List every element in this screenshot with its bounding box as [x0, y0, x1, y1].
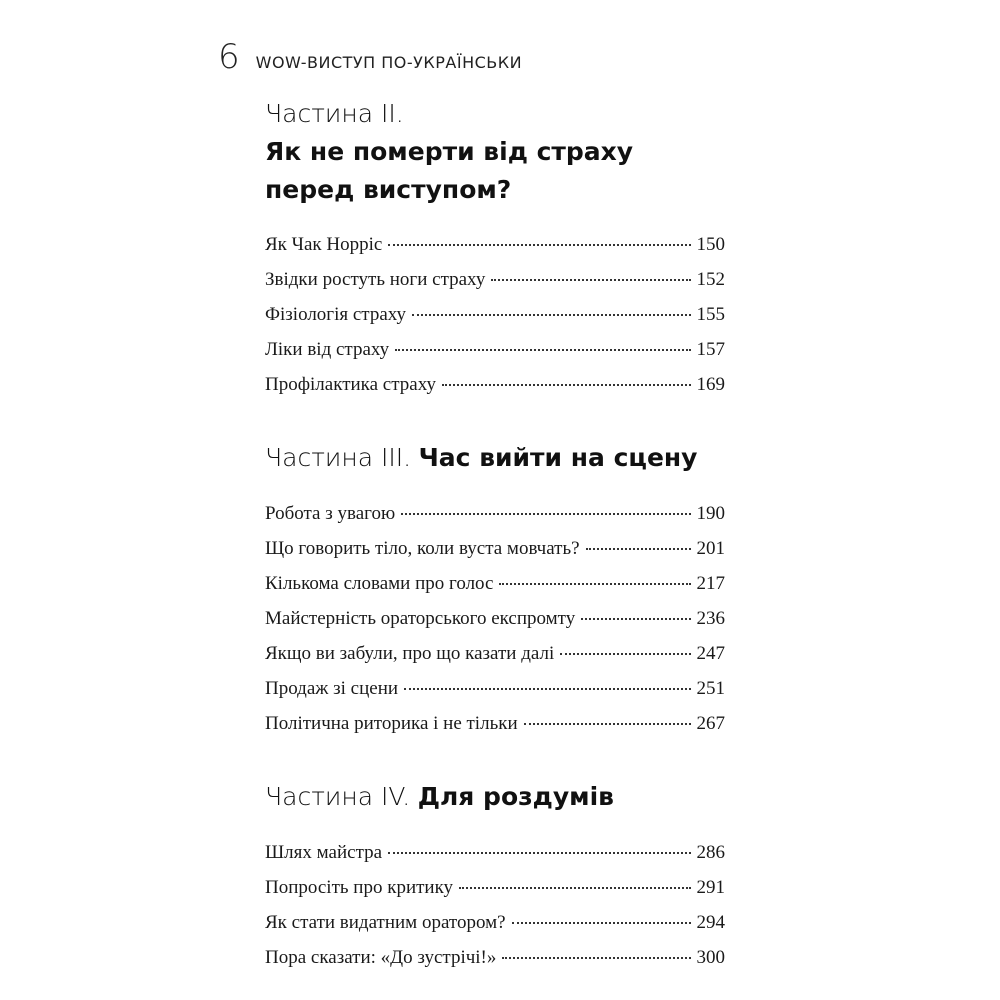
toc-entry[interactable] [265, 269, 725, 304]
toc-entry-title: Що говорить тіло, коли вуста мовчать? [265, 538, 580, 560]
toc-entry-page: 300 [696, 946, 725, 968]
toc-entry-page: 251 [696, 678, 725, 700]
toc-entry-title: Шлях майстра [265, 841, 383, 863]
page-number: 6 [218, 37, 240, 77]
toc-entry-page: 169 [696, 374, 725, 396]
part-label: Частина ІІІ. [265, 443, 412, 473]
toc-entry-page: 190 [696, 503, 725, 525]
toc-list [265, 842, 725, 982]
dot-leader [404, 688, 690, 690]
toc-list [265, 234, 725, 409]
toc-entry-title: Фізіологія страху [265, 304, 407, 326]
dot-leader [388, 244, 690, 246]
toc-entry[interactable] [265, 912, 725, 947]
dot-leader [388, 852, 690, 854]
dot-leader [560, 653, 690, 655]
part-2 [265, 95, 725, 409]
toc-entry-page: 247 [696, 643, 725, 665]
toc-entry-page: 291 [696, 876, 725, 898]
toc-entry-title: Майстерність ораторського експромту [265, 608, 576, 630]
dot-leader [581, 618, 690, 620]
part-heading [265, 95, 725, 208]
toc-entry-title: Ліки від страху [265, 339, 390, 361]
toc-entry[interactable] [265, 643, 725, 678]
toc-entry[interactable] [265, 877, 725, 912]
part-4 [265, 778, 725, 982]
toc-entry-title: Як Чак Норріс [265, 234, 383, 256]
toc-entry[interactable] [265, 234, 725, 269]
toc-entry-page: 217 [696, 573, 725, 595]
toc-entry-title: Робота з увагою [265, 503, 396, 525]
toc-entry[interactable] [265, 842, 725, 877]
toc-entry[interactable] [265, 573, 725, 608]
toc-entry[interactable] [265, 374, 725, 409]
book-title: WOW-ВИСТУП ПО-УКРАЇНСЬКИ [255, 53, 523, 72]
toc-entry-title: Профілактика страху [265, 374, 436, 396]
toc-entry-page: 294 [696, 911, 725, 933]
toc-entry-page: 236 [696, 608, 725, 630]
toc-entry-title: Звідки ростуть ноги страху [265, 269, 486, 291]
toc-entry[interactable] [265, 304, 725, 339]
dot-leader [502, 957, 690, 959]
running-head [218, 37, 523, 77]
part-title-line: Для роздумів [417, 782, 614, 812]
toc-entry-page: 201 [696, 538, 725, 560]
toc-entry[interactable] [265, 678, 725, 713]
toc-entry-title: Якщо ви забули, про що казати далі [265, 643, 555, 665]
toc-entry-title: Кількома словами про голос [265, 573, 494, 595]
toc-entry[interactable] [265, 339, 725, 374]
toc-entry-title: Політична риторика і не тільки [265, 713, 518, 735]
toc-entry-page: 157 [696, 339, 725, 361]
dot-leader [412, 314, 690, 316]
part-label: Частина IV. [265, 782, 411, 812]
dot-leader [524, 723, 691, 725]
toc-entry[interactable] [265, 947, 725, 982]
part-title-line: Як не померти від страху [265, 136, 634, 166]
dot-leader [395, 349, 690, 351]
dot-leader [401, 513, 690, 515]
part-title-line: Час вийти на сцену [418, 443, 698, 473]
toc-entry-title: Як стати видатним оратором? [265, 911, 506, 933]
toc-entry-page: 286 [696, 841, 725, 863]
part-heading [265, 439, 725, 477]
dot-leader [512, 922, 691, 924]
table-of-contents [265, 95, 725, 982]
toc-entry-page: 152 [696, 269, 725, 291]
dot-leader [442, 384, 691, 386]
toc-entry[interactable] [265, 608, 725, 643]
dot-leader [499, 583, 690, 585]
toc-entry[interactable] [265, 503, 725, 538]
toc-entry-page: 150 [696, 234, 725, 256]
dot-leader [586, 548, 691, 550]
toc-entry-title: Продаж зі сцени [265, 678, 399, 700]
part-heading [265, 778, 725, 816]
part-3 [265, 439, 725, 748]
toc-entry-title: Пора сказати: «До зустрічі!» [265, 946, 497, 968]
dot-leader [459, 887, 690, 889]
toc-list [265, 503, 725, 748]
toc-entry-title: Попросіть про критику [265, 876, 454, 898]
dot-leader [491, 279, 690, 281]
toc-entry[interactable] [265, 713, 725, 748]
toc-entry-page: 267 [696, 713, 725, 735]
toc-entry-page: 155 [696, 304, 725, 326]
toc-entry[interactable] [265, 538, 725, 573]
part-label: Частина ІІ. [265, 99, 404, 128]
part-title-line: перед виступом? [265, 174, 512, 204]
